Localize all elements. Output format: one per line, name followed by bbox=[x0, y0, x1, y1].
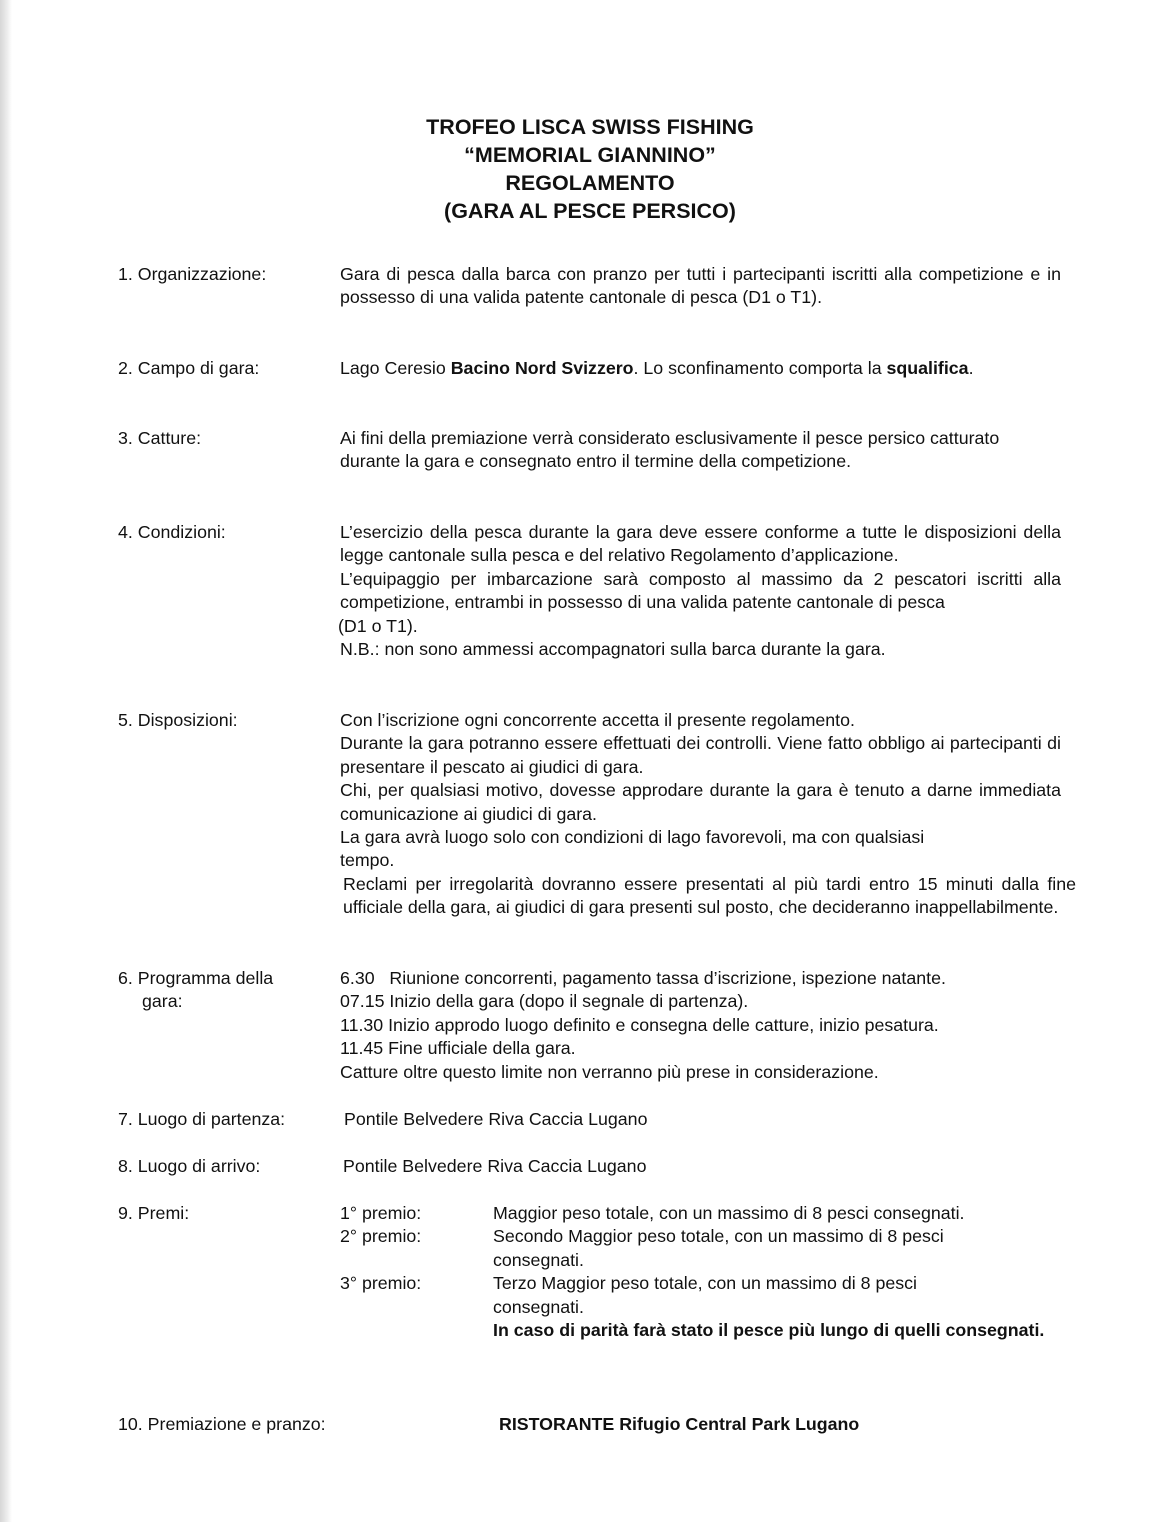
section-label: 10. Premiazione e pranzo: bbox=[118, 1414, 326, 1434]
section-label: 9. Premi: bbox=[118, 1203, 190, 1223]
section-text bbox=[340, 357, 1061, 380]
paragraph: Reclami per irregolarità dovranno essere presentati al più tardi entro 15 minuti dalla fine ufficiale della gara, ai giudici di gara presenti sul posto, che decideranno inappellabilmente. bbox=[343, 873, 1076, 918]
label-line: gara: bbox=[142, 991, 183, 1012]
section-label: 4. Condizioni: bbox=[118, 522, 226, 542]
title-line-1: TROFEO LISCA SWISS FISHING bbox=[426, 115, 754, 139]
prize-text: Secondo Maggior peso totale, con un massimo di 8 pesci consegnati. bbox=[493, 1226, 944, 1270]
section-text: Gara di pesca dalla barca con pranzo per tutti i partecipanti iscritti alla competizione e in possesso di una valida patente cantonale di pesca (D1 o T1). bbox=[340, 264, 1061, 308]
schedule-list bbox=[340, 967, 1061, 1084]
section-label: 8. Luogo di arrivo: bbox=[118, 1156, 261, 1176]
schedule-item: 07.15 Inizio della gara (dopo il segnale di partenza). bbox=[340, 991, 749, 1012]
section-text bbox=[340, 521, 1061, 661]
paragraph: Con l’iscrizione ogni concorrente accetta il presente regolamento. bbox=[340, 710, 855, 730]
section-label: 7. Luogo di partenza: bbox=[118, 1109, 286, 1129]
text-run: Lago Ceresio bbox=[340, 358, 451, 378]
section-label: 2. Campo di gara: bbox=[118, 358, 260, 378]
text-run: . bbox=[968, 358, 974, 378]
section-text: Pontile Belvedere Riva Caccia Lugano bbox=[344, 1109, 648, 1129]
label-line: 6. Programma della bbox=[118, 968, 274, 988]
title-line-3: REGOLAMENTO bbox=[505, 171, 675, 195]
schedule-item: Catture oltre questo limite non verranno più prese in considerazione. bbox=[340, 1061, 879, 1082]
paragraph: Durante la gara potranno essere effettuati dei controlli. Viene fatto obbligo ai partecipanti di presentare il pescato ai giudici di gara. bbox=[340, 733, 1061, 777]
bold-text: Bacino Nord Svizzero bbox=[450, 358, 634, 378]
paragraph: La gara avrà luogo solo con condizioni di lago favorevoli, ma con qualsiasi bbox=[340, 827, 925, 848]
section-text: Pontile Belvedere Riva Caccia Lugano bbox=[343, 1156, 647, 1176]
section-label bbox=[118, 967, 273, 1014]
prize-label: 3° premio: bbox=[340, 1273, 422, 1294]
title-line-4: (GARA AL PESCE PERSICO) bbox=[444, 199, 736, 223]
paragraph: Chi, per qualsiasi motivo, dovesse approdare durante la gara è tenuto a darne immediata comunicazione ai giudici di gara. bbox=[340, 780, 1061, 824]
section-text: Ai fini della premiazione verrà considerato esclusivamente il pesce persico catturato durante la gara e consegnato entro il termine della competizione. bbox=[340, 428, 1000, 472]
text-run: . Lo sconfinamento comporta la bbox=[633, 358, 887, 378]
paragraph: tempo. bbox=[340, 850, 395, 871]
prize-text: Maggior peso totale, con un massimo di 8 pesci consegnati. bbox=[493, 1203, 965, 1223]
paragraph: (D1 o T1). bbox=[338, 615, 418, 636]
section-label: 3. Catture: bbox=[118, 428, 202, 448]
schedule-item: 11.30 Inizio approdo luogo definito e consegna delle catture, inizio pesatura. bbox=[340, 1014, 939, 1035]
section-text bbox=[340, 709, 1076, 920]
section-label: 5. Disposizioni: bbox=[118, 710, 238, 730]
tie-break-note: In caso di parità farà stato il pesce più lungo di quelli consegnati. bbox=[493, 1320, 1045, 1340]
prize-label: 1° premio: bbox=[340, 1203, 422, 1223]
document-title bbox=[0, 113, 1158, 225]
prize-label: 2° premio: bbox=[340, 1226, 422, 1247]
schedule-item: 6.30 Riunione concorrenti, pagamento tassa d’iscrizione, ispezione natante. bbox=[340, 968, 946, 988]
section-label: 1. Organizzazione: bbox=[118, 264, 267, 284]
paragraph: N.B.: non sono ammessi accompagnatori sulla barca durante la gara. bbox=[340, 639, 886, 660]
paragraph: L’esercizio della pesca durante la gara deve essere conforme a tutte le disposizioni della legge cantonale sulla pesca e del relativo Regolamento d’applicazione. bbox=[340, 522, 1061, 566]
section-premi bbox=[0, 1202, 1158, 1372]
bold-text: squalifica bbox=[886, 358, 969, 378]
paragraph: L’equipaggio per imbarcazione sarà composto al massimo da 2 pescatori iscritti alla competizione, entrambi in possesso di una valida patente cantonale di pesca bbox=[340, 568, 1061, 613]
schedule-item: 11.45 Fine ufficiale della gara. bbox=[340, 1038, 576, 1059]
prize-text: Terzo Maggior peso totale, con un massimo di 8 pesci consegnati. bbox=[493, 1273, 917, 1317]
title-line-2: “MEMORIAL GIANNINO” bbox=[464, 143, 716, 167]
restaurant-name: RISTORANTE Rifugio Central Park Lugano bbox=[499, 1414, 860, 1434]
